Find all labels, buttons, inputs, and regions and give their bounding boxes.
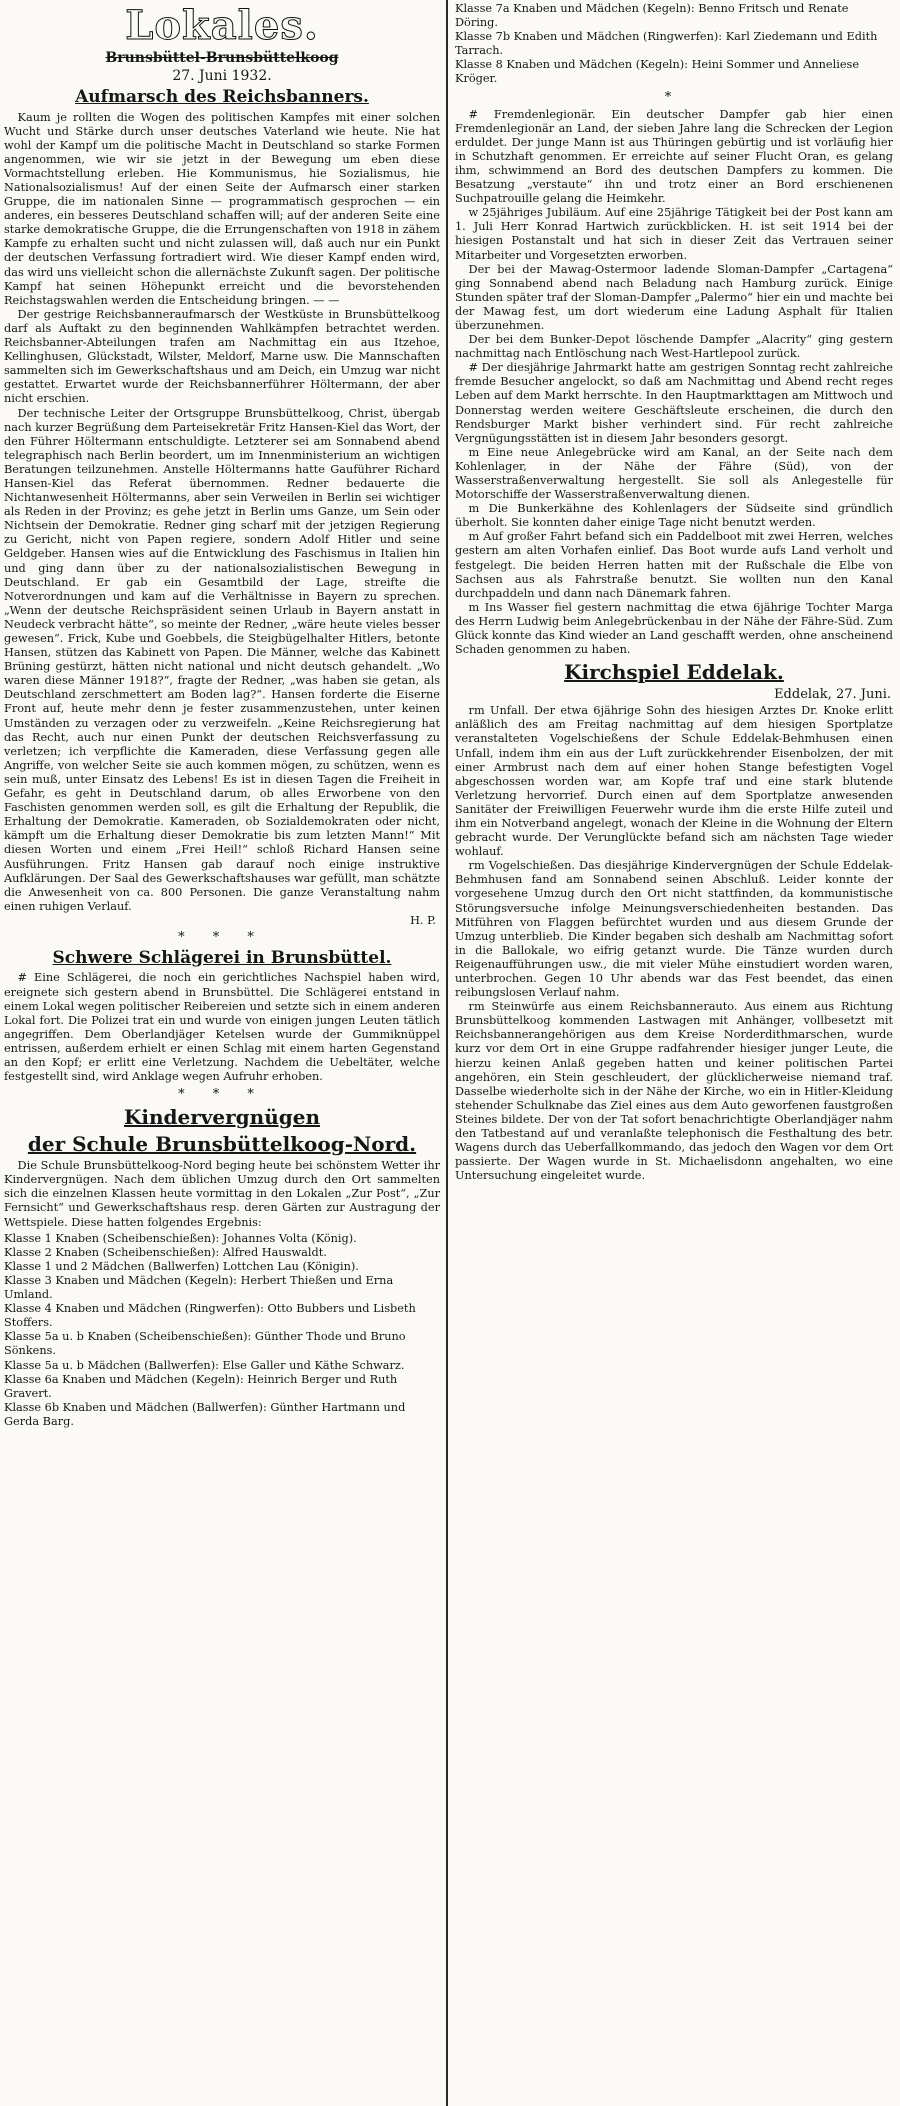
section-subtitle: Brunsbüttel-Brunsbüttelkoog	[105, 50, 339, 66]
result-line: Klasse 7a Knaben und Mädchen (Kegeln): Benno Fritsch und Renate Döring.	[455, 2, 849, 30]
news-item-bunkerkaehne: m Die Bunkerkähne des Kohlenlagers der Südseite sind gründlich überholt. Sie konnten daher einige Tage nicht benutzt werden.	[455, 502, 893, 530]
author-signature: H. P.	[410, 913, 436, 927]
section-title: Lokales.	[125, 2, 319, 49]
news-item-cartagena: Der bei der Mawag-Ostermoor ladende Sloman-Dampfer „Cartagena“ ging Sonnabend abend nach Beladung nach Hamburg zurück. Einige Stunden später traf der Sloman-Dampfer „Palermo“ hier ein und machte bei der Mawag fest, um dort wiederum eine Ladung Asphalt für Italien überzunehmen.	[455, 262, 893, 332]
news-item-paddelboot: m Auf großer Fahrt befand sich ein Paddelboot mit zwei Herren, welches gestern am alten Vorhafen einlief. Das Boot wurde aufs Land verholt und festgelegt. Die beiden Herren hatten mit der Rußschale die Elbe von Sachsen aus als Fahrstraße benutzt. Sie wollten nun den Kanal durchpaddeln und dann nach Dänemark fahren.	[455, 530, 893, 600]
headline-kindervergnuegen: Kindervergnügen	[124, 1105, 320, 1130]
result-line: Klasse 8 Knaben und Mädchen (Kegeln): Heini Sommer und Anneliese Kröger.	[455, 58, 860, 86]
result-line: Klasse 5a u. b Knaben (Scheibenschießen): Günther Thode und Bruno Sönkens.	[4, 1330, 406, 1358]
news-item-anlegebruecke: m Eine neue Anlegebrücke wird am Kanal, an der Seite nach dem Kohlenlager, in der Nähe der Fähre (Süd), von der Wasserstraßenverwaltung hergestellt. Sie soll als Anlegestelle für Motorschiffe der Wasserstraßenverwaltung dienen.	[455, 445, 893, 502]
news-item-alacrity: Der bei dem Bunker-Depot löschende Dampfer „Alacrity“ ging gestern nachmittag nach Entlöschung nach West-Hartlepool zurück.	[455, 333, 893, 361]
left-column	[4, 0, 440, 2106]
news-item-ins-wasser: m Ins Wasser fiel gestern nachmittag die etwa 6jährige Tochter Marga des Herrn Ludwig beim Anlegebrückenbau in der Nähe der Fähre-Süd. Zum Glück konnte das Kind wieder an Land geschafft werden, ohne anscheinend Schaden genommen zu haben.	[455, 600, 893, 657]
result-line: Klasse 3 Knaben und Mädchen (Kegeln): Herbert Thießen und Erna Umland.	[4, 1273, 394, 1302]
news-item-fremdenlegionaer: # Fremdenlegionär. Ein deutscher Dampfer gab hier einen Fremdenlegionär an Land, der sieben Jahre lang die Schrecken der Legion erduldet. Der junge Mann ist aus Thüringen gebürtig und ist vorläufig hier in Schutzhaft genommen. Er erreichte auf seiner Flucht Oran, es gelang ihm, schwimmend an Bord des deutschen Dampfers zu kommen. Die Besatzung „verstaute“ ihn und trotz einer an Bord erschienenen Suchpatrouille gelang die Heimkehr.	[455, 107, 893, 206]
headline-schlaegerei: Schwere Schlägerei in Brunsbüttel.	[52, 947, 392, 968]
article-paragraph: Kaum je rollten die Wogen des politischen Kampfes mit einer solchen Wucht und Stärke durch unser deutsches Vaterland wie heute. Nie hat wohl der Kampf um die politische Macht in Deutschland so starke Formen angenommen, wie wir sie jetzt in der Bewegung um eben diese Vormachtstellung erleben. Hie Kommunismus, hie Sozialismus, hie Nationalsozialismus! Auf der einen Seite der Aufmarsch einer starken Gruppe, die im nationalen Sinne — programmatisch gesprochen — ein anderes, ein besseres Deutschland schaffen will; auf der anderen Seite eine starke demokratische Gruppe, die die Errungenschaften von 1918 in zähem Kampfe zu erhalten sucht und nicht zulassen will, daß auch nur ein Punkt der deutschen Verfassung fortradiert wird. Wie dieser Kampf enden wird, das wird uns vielleicht schon die allernächste Zukunft sagen. Der politische Kampf hat seinen Höhepunkt erreicht und die bevorstehenden Reichstagswahlen werden die Entscheidung bringen. — —	[4, 110, 440, 307]
article-paragraph: Die Schule Brunsbüttelkoog-Nord beging heute bei schönstem Wetter ihr Kindervergnügen. Nach dem üblichen Umzug durch den Ort sammelten sich die einzelnen Klassen heute vormittag in den Lokalen „Zur Post“, „Zur Fernsicht“ und Gewerkschaftshaus resp. deren Gärten zur Austragung der Wettspiele. Diese hatten folgendes Ergebnis:	[4, 1159, 440, 1229]
article-paragraph: # Eine Schlägerei, die noch ein gerichtliches Nachspiel haben wird, ereignete sich gestern abend in Brunsbüttel. Die Schlägerei entstand in einem Lokal wegen politischer Reibereien und setzte sich in einem anderen Lokal fort. Die Polizei trat ein und wurde von einigen jungen Leuten tätlich angegriffen. Dem Oberlandjäger Ketelsen wurde der Gummiknüppel entrissen, außerdem erhielt er einen Schlag mit einem harten Gegenstand an den Kopf; er erlitt eine Verletzung. Nachdem die Uebeltäter, welche festgestellt sind, wird Anklage wegen Aufruhr erhoben.	[4, 971, 440, 1084]
right-column	[455, 0, 893, 2106]
result-line: Klasse 1 Knaben (Scheibenschießen): Johannes Volta (König).	[4, 1231, 357, 1245]
result-line: Klasse 5a u. b Mädchen (Ballwerfen): Else Galler und Käthe Schwarz.	[4, 1358, 405, 1372]
separator-stars: * * *	[178, 1087, 266, 1103]
headline-reichsbanner: Aufmarsch des Reichsbanners.	[75, 87, 369, 107]
news-item-jahrmarkt: # Der diesjährige Jahrmarkt hatte am gestrigen Sonntag recht zahlreiche fremde Besucher angelockt, so daß am Nachmittag und Abend recht reges Leben auf dem Markt herrschte. In den Hauptmarkttagen am Mittwoch und Donnerstag werden weitere Geschäftsleute erscheinen, die durch den Rendsburger Markt bisher verhindert sind. Für recht zahlreiche Vergnügungsstätten ist in diesem Jahr besonders gesorgt.	[455, 361, 893, 445]
headline-kindervergnuegen-sub: der Schule Brunsbüttelkoog-Nord.	[27, 1132, 417, 1157]
result-line: Klasse 4 Knaben und Mädchen (Ringwerfen): Otto Bubbers und Lisbeth Stoffers.	[4, 1302, 416, 1330]
article-paragraph: rm Unfall. Der etwa 6jährige Sohn des hiesigen Arztes Dr. Knoke erlitt anläßlich des am Freitag nachmittag auf dem hiesigen Sportplatze veranstalteten Vogelschießens der Schule Eddelak-Behmhusen einen Unfall, indem ihm ein aus der Luft zurückkehrender Eisenbolzen, der mit einer Armbrust nach dem auf einer hohen Stange befestigten Vogel abgeschossen worden war, am Kopfe traf und eine stark blutende Verletzung hervorrief. Durch einen auf dem Sportplatze anwesenden Sanitäter der Freiwilligen Feuerwehr wurde ihm die erste Hilfe zuteil und ihm ein Notverband angelegt, wonach der Kleine in die Wohnung der Eltern gebracht wurde. Der Verunglückte befand sich am nächsten Tage wieder wohlauf.	[455, 704, 893, 859]
news-item-jubilaeum: w 25jähriges Jubiläum. Auf eine 25jährige Tätigkeit bei der Post kann am 1. Juli Herr Konrad Hartwich zurückblicken. H. ist seit 1914 bei der hiesigen Postanstalt und hat sich in dieser Zeit das Vertrauen seiner Mitarbeiter und Vorgesetzten erworben.	[455, 206, 893, 262]
headline-kirchspiel-eddelak: Kirchspiel Eddelak.	[564, 660, 784, 685]
article-paragraph: Der technische Leiter der Ortsgruppe Brunsbüttelkoog, Christ, übergab nach kurzer Begrüßung dem Parteisekretär Fritz Hansen-Kiel das Wort, der den Führer Höltermann entschuldigte. Letzterer sei am Sonnabend abend telegraphisch nach Berlin beordert, um im Innenministerium an wichtigen Beratungen teilzunehmen. Anstelle Höltermanns hatte Gauführer Richard Hansen-Kiel das Referat übernommen. Redner bedauerte die Nichtanwesenheit Höltermanns, aber sein Verweilen in Berlin sei wichtiger als Reden in der Provinz; es gehe jetzt in Berlin ums Ganze, um Sein oder Nichtsein der Demokratie. Redner ging scharf mit der jetzigen Regierung zu Gericht, nicht von Papen regiere, sondern Adolf Hitler und seine Geldgeber. Hansen wies auf die Entwicklung des Faschismus in Italien hin und ging dann über zu der nationalsozialistischen Bewegung in Deutschland. Er gab ein Gesamtbild der Lage, streifte die Notverordnungen und kam auf die Verhältnisse in Bayern zu sprechen. „Wenn der deutsche Reichspräsident seinen Urlaub in Bayern anstatt in Neudeck verbracht hätte“, so meinte der Redner, „wäre heute vieles besser gewesen“. Frick, Kube und Goebbels, die Steigbügelhalter Hitlers, betonte Hansen, stützen das Kabinett von Papen. Die Männer, welche das Kabinett Brüning gestürzt, hätten nicht national und nicht deutsch gehandelt. „Wo waren diese Männer 1918?“, fragte der Redner, „was haben sie getan, als Deutschland zerschmettert am Boden lag?“. Hansen forderte die Eiserne Front auf, heute mehr denn je fester zusammenzustehen, unter keinen Umständen zu verzagen oder zu verzweifeln. „Keine Reichsregierung hat das Recht, auch nur einen Punkt der deutschen Reichsverfassung zu verletzen; ich verpflichte die Kameraden, diese Verfassung gegen alle Angriffe, von welcher Seite sie auch kommen mögen, zu schützen, wenn es sein muß, unter Einsatz des Lebens! Es ist in diesen Tagen die Freiheit in Gefahr, es geht in Deutschland darum, ob alles Erworbene von den Faschisten genommen werden soll, es gilt die Erhaltung der Republik, die Erhaltung der Demokratie. Kameraden, ob Sozialdemokraten oder nicht, kämpft um die Erhaltung dieser Demokratie bis zum letzten Mann!“ Mit diesen Worten und einem „Frei Heil!“ schloß Richard Hansen seine Ausführungen. Fritz Hansen gab darauf noch einige instruktive Aufklärungen. Der Saal des Gewerkschaftshauses war gefüllt, man schätzte die Anwesenheit von ca. 800 Personen. Die ganze Veranstaltung nahm einen ruhigen Verlauf.	[4, 406, 440, 913]
result-line: Klasse 6b Knaben und Mädchen (Ballwerfen): Günther Hartmann und Gerda Barg.	[4, 1400, 406, 1428]
separator-star: *	[664, 89, 684, 105]
dateline-eddelak: Eddelak, 27. Juni.	[774, 687, 891, 703]
result-line: Klasse 6a Knaben und Mädchen (Kegeln): Heinrich Berger und Ruth Gravert.	[4, 1372, 398, 1400]
result-line: Klasse 7b Knaben und Mädchen (Ringwerfen): Karl Ziedemann und Edith Tarrach.	[455, 30, 878, 58]
article-paragraph: rm Steinwürfe aus einem Reichsbannerauto. Aus einem aus Richtung Brunsbüttelkoog kommenden Lastwagen mit Anhänger, vollbesetzt mit Reichsbannerangehörigen aus dem Kreise Norderdithmarschen, wurde kurz vor dem Ort in eine Gruppe radfahrender hiesiger junger Leute, die hierzu keinen Anlaß gegeben hatten und keiner politischen Partei angehören, ein Stein geschleudert, der glücklicherweise niemand traf. Dasselbe wiederholte sich in der Nähe der Kirche, wo ein in Hitler-Kleidung stehender Schulknabe das Ziel eines aus dem Auto geworfenen faustgroßen Steines bildete. Der von der Tat sofort benachrichtigte Oberlandjäger nahm den Tatbestand auf und veranlaßte telephonisch die Festhaltung des betr. Wagens durch das Ueberfallkommando, das jedoch den Wagen vor dem Ort passierte. Der Wagen wurde in St. Michaelisdonn angehalten, wo eine Untersuchung eingeleitet wurde.	[455, 1000, 893, 1183]
article-paragraph: Der gestrige Reichsbanneraufmarsch der Westküste in Brunsbüttelkoog darf als Auftakt zu den beginnenden Wahlkämpfen betrachtet werden. Reichsbanner-Abteilungen trafen am Nachmittag ein aus Itzehoe, Kellinghusen, Glückstadt, Wilster, Meldorf, Marne usw. Die Mannschaften sammelten sich im Gewerkschaftshaus und am Deich, ein Umzug war nicht gestattet. Erwartet wurde der Reichsbannerführer Höltermann, der aber nicht erschien.	[4, 307, 440, 406]
column-rule	[446, 0, 448, 2106]
results-list-continued	[455, 2, 893, 87]
result-line: Klasse 2 Knaben (Scheibenschießen): Alfred Hauswaldt.	[4, 1245, 327, 1259]
article-paragraph: rm Vogelschießen. Das diesjährige Kindervergnügen der Schule Eddelak-Behmhusen fand am Sonnabend seinen Abschluß. Leider konnte der vorgesehene Umzug durch den Ort nicht stattfinden, da kommunistische Störungsversuche infolge Meinungsverschiedenheiten bestanden. Das Mitführen von Flaggen befürchtet wurden und aus diesem Grunde der Umzug unterblieb. Die Kinder begaben sich deshalb am Nachmittag sofort in die Ballokale, wo eifrig getanzt wurde. Die Tänze wurden durch Reigenaufführungen usw., die mit vieler Mühe einstudiert worden waren, unterbrochen. Gegen 10 Uhr abends war das Fest beendet, das einen reibungslosen Verlauf nahm.	[455, 859, 893, 1000]
separator-stars: * * *	[178, 929, 266, 945]
result-line: Klasse 1 und 2 Mädchen (Ballwerfen) Lottchen Lau (Königin).	[4, 1259, 359, 1273]
results-list	[4, 1232, 440, 1429]
dateline: 27. Juni 1932.	[172, 68, 272, 84]
